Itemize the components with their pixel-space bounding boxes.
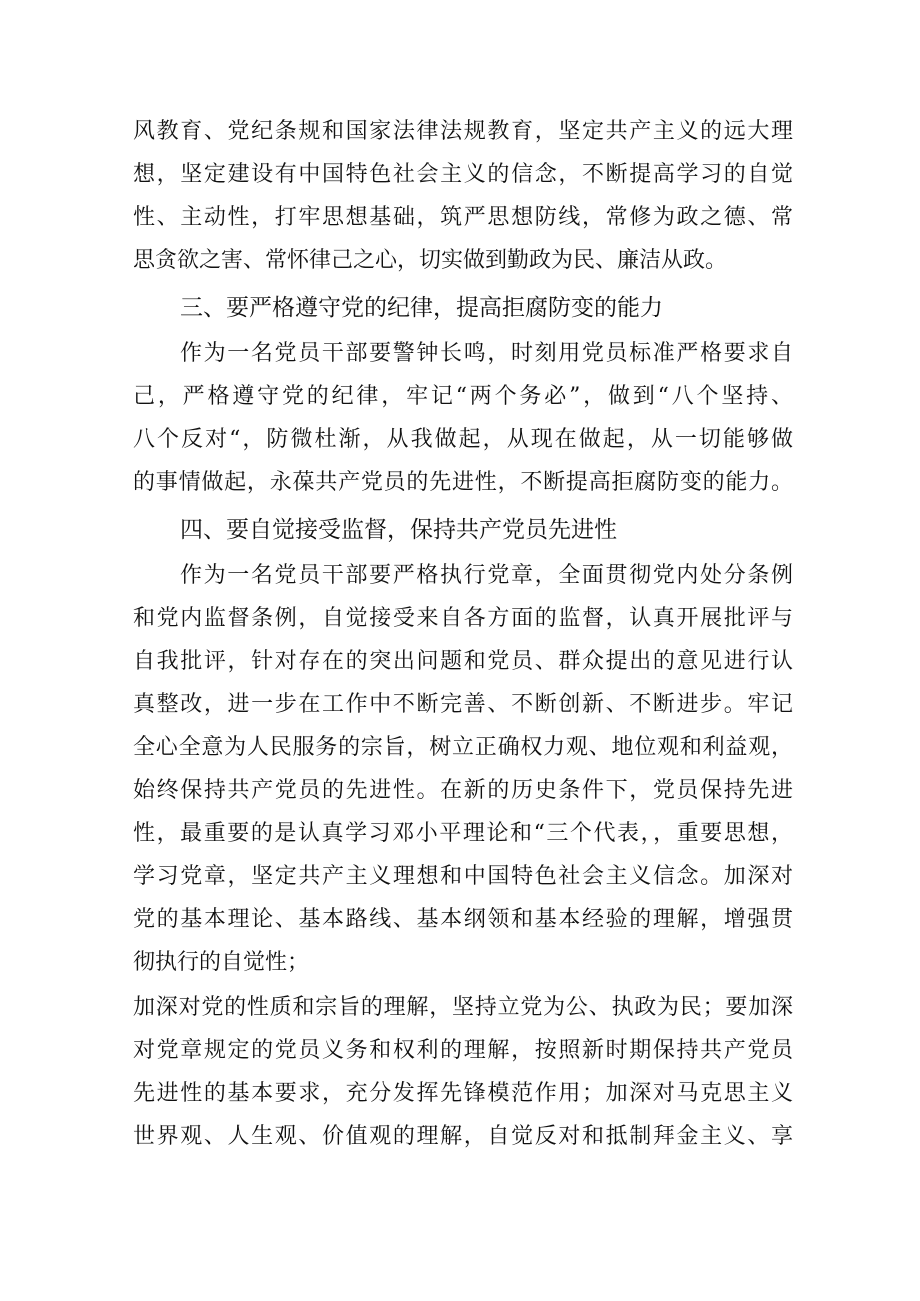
paragraph-line: 作为一名党员干部要严格执行党章，全面贯彻党内处分条例 (180, 563, 793, 588)
paragraph-line: 性，最重要的是认真学习邓小平理论和“三个代表，，重要思想， (133, 821, 793, 846)
paragraph-line: 风教育、党纪条规和国家法律法规教育，坚定共产主义的远大理 (133, 119, 793, 144)
paragraph-line: 思贪欲之害、常怀律己之心，切实做到勤政为民、廉洁从政。 (133, 248, 728, 273)
paragraph-line: 先进性的基本要求，充分发挥先锋模范作用；加深对马克思主义 (133, 1081, 793, 1106)
paragraph-line: 对党章规定的党员义务和权利的理解，按照新时期保持共产党员 (133, 1038, 793, 1063)
paragraph-line: 的事情做起，永葆共产党员的先进性，不断提高拒腐防变的能力。 (133, 470, 793, 495)
paragraph-line: 和党内监督条例，自觉接受来自各方面的监督，认真开展批评与 (133, 606, 793, 631)
paragraph-line: 性、主动性，打牢思想基础，筑严思想防线，常修为政之德、常 (133, 205, 793, 230)
paragraph-line: 自我批评，针对存在的突出问题和党员、群众提出的意见进行认 (133, 649, 793, 674)
paragraph-line: 全心全意为人民服务的宗旨，树立正确权力观、地位观和利益观， (133, 735, 793, 760)
paragraph-line: 真整改，进一步在工作中不断完善、不断创新、不断进步。牢记 (133, 692, 793, 717)
paragraph-line: 彻执行的自觉性； (133, 950, 310, 975)
paragraph-line: 八个反对“，防微杜渐，从我做起，从现在做起，从一切能够做 (133, 427, 793, 452)
paragraph-line: 己，严格遵守党的纪律，牢记“两个务必”，做到“八个坚持、 (133, 384, 793, 409)
section-heading-three: 三、要严格遵守党的纪律，提高拒腐防变的能力 (180, 295, 663, 321)
paragraph-line: 作为一名党员干部要警钟长鸣，时刻用党员标准严格要求自 (180, 341, 793, 366)
paragraph-line: 加深对党的性质和宗旨的理解，坚持立党为公、执政为民；要加深 (133, 995, 793, 1020)
section-heading-four: 四、要自觉接受监督，保持共产党员先进性 (180, 517, 617, 543)
paragraph-line: 始终保持共产党员的先进性。在新的历史条件下，党员保持先进 (133, 778, 793, 803)
paragraph-line: 党的基本理论、基本路线、基本纲领和基本经验的理解，增强贯 (133, 907, 793, 932)
paragraph-line: 世界观、人生观、价值观的理解，自觉反对和抵制拜金主义、享 (133, 1124, 793, 1149)
paragraph-line: 学习党章，坚定共产主义理想和中国特色社会主义信念。加深对 (133, 864, 793, 889)
paragraph-line: 想，坚定建设有中国特色社会主义的信念，不断提高学习的自觉 (133, 162, 793, 187)
